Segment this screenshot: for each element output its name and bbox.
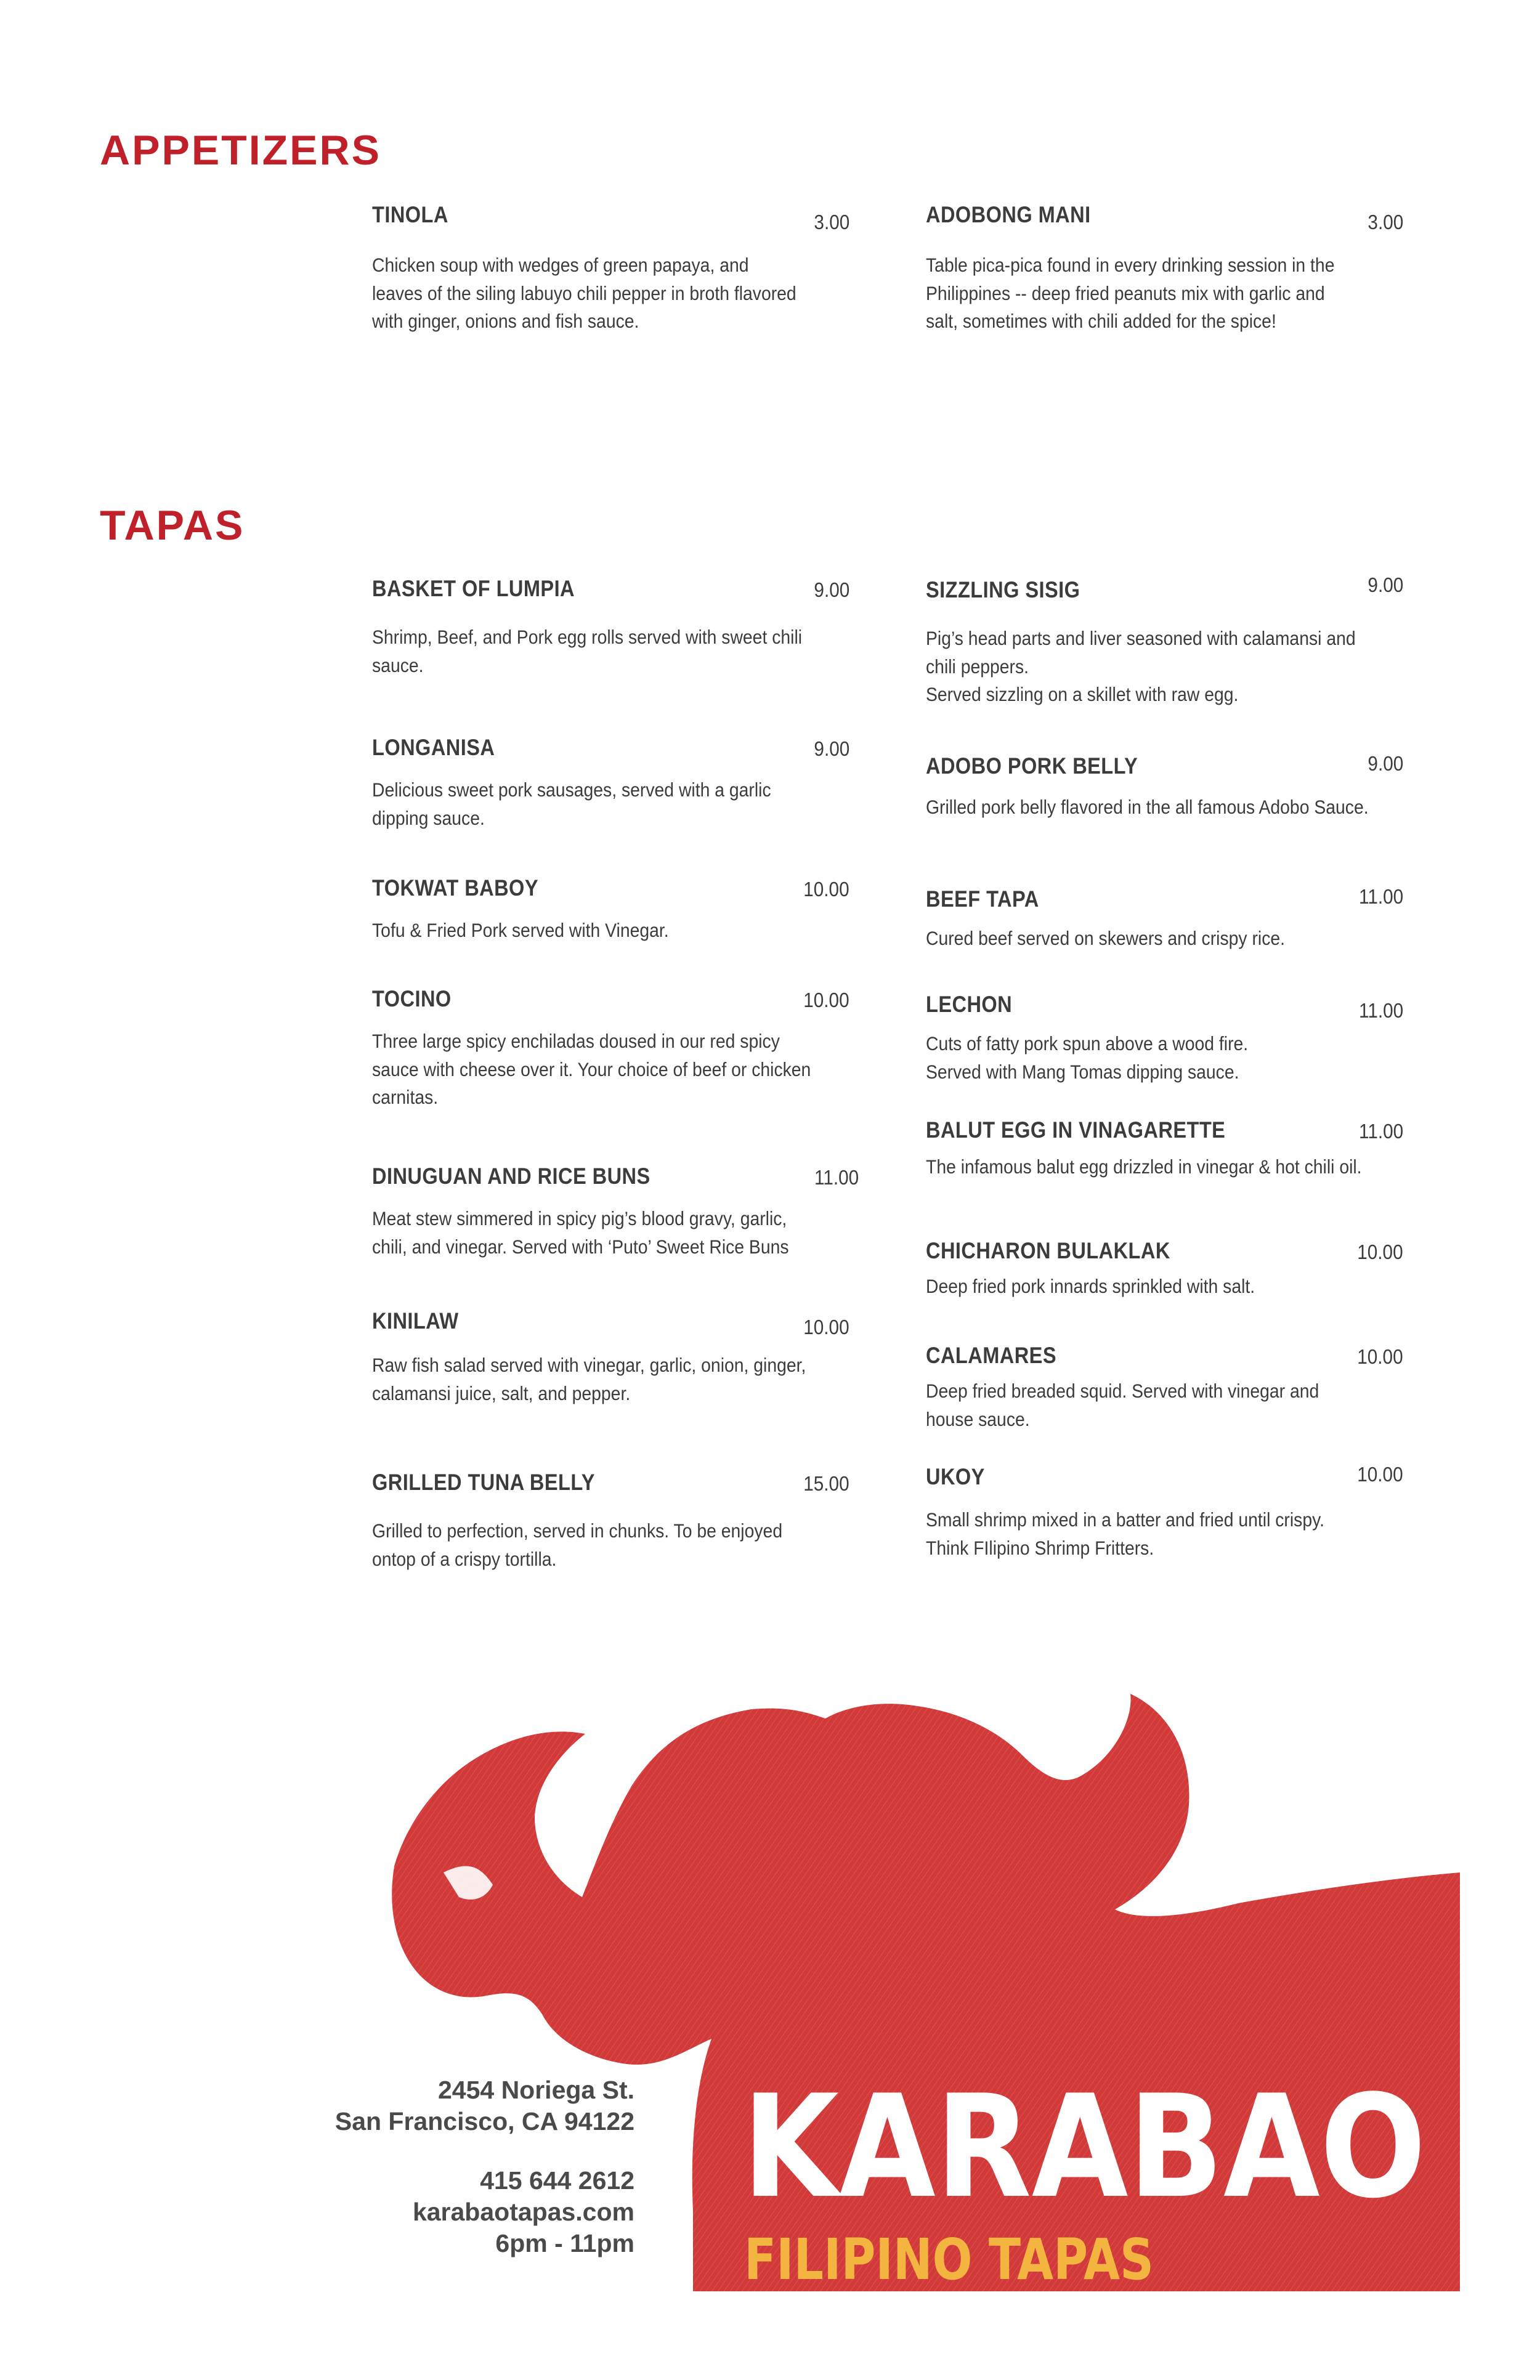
item-description: Cuts of fatty pork spun above a wood fire. Served with Mang Tomas dipping sauce. [926,1032,1249,1083]
item-price: 11.00 [814,1166,859,1189]
address-line-1: 2454 Noriega St. [437,2076,634,2104]
item-price: 3.00 [1368,211,1403,233]
item-price: 9.00 [814,737,849,760]
website-link[interactable]: karabaotapas.com [412,2198,634,2226]
item-price: 10.00 [1357,1463,1403,1486]
item-price: 9.00 [1368,573,1403,596]
item-description: Small shrimp mixed in a batter and fried until crispy. Think FIlipino Shrimp Fritters. [926,1508,1325,1559]
logo-name: KARABAO [742,2065,1426,2230]
phone-number: 415 644 2612 [480,2166,634,2195]
item-description: Raw fish salad served with vinegar, garlic, onion, ginger, calamansi juice, salt, and pepper. [372,1354,806,1404]
item-name: CHICHARON BULAKLAK [926,1238,1170,1263]
section-title-tapas: TAPAS [100,502,245,549]
item-description: Deep fried pork innards sprinkled with salt. [926,1275,1255,1297]
item-description: Three large spicy enchiladas doused in our red spicy sauce with cheese over it. Your choice of beef or chicken carnitas. [372,1030,811,1108]
item-price: 10.00 [1357,1241,1403,1263]
item-name: UKOY [926,1464,985,1489]
item-name: ADOBONG MANI [926,202,1091,227]
item-name: LECHON [926,992,1013,1017]
address-line-2: San Francisco, CA 94122 [334,2107,634,2135]
item-price: 10.00 [1357,1345,1403,1368]
item-name: TOCINO [372,986,452,1011]
item-name: TOKWAT BABOY [372,875,538,901]
item-description: Tofu & Fried Pork served with Vinegar. [372,919,669,941]
item-price: 9.00 [814,578,849,601]
item-description: Pig’s head parts and liver seasoned with calamansi and chili peppers. Served sizzling on a skillet with raw egg. [926,627,1356,705]
section-title-appetizers: APPETIZERS [100,127,381,174]
item-name: BASKET OF LUMPIA [372,576,575,601]
item-description: Table pica-pica found in every drinking session in the Philippines -- deep fried peanuts mix with garlic and salt, sometimes with chili added for the spice! [926,254,1335,332]
item-name: ADOBO PORK BELLY [926,753,1138,779]
item-description: Meat stew simmered in spicy pig’s blood gravy, garlic, chili, and vinegar. Served with ‘Puto’ Sweet Rice Buns [372,1207,789,1258]
item-name: DINUGUAN AND RICE BUNS [372,1164,650,1189]
item-description: Grilled to perfection, served in chunks. To be enjoyed ontop of a crispy tortilla. [372,1520,783,1570]
item-description: Delicious sweet pork sausages, served with a garlic dipping sauce. [372,779,771,829]
item-price: 11.00 [1358,885,1403,908]
item-price: 11.00 [1358,1120,1403,1143]
item-description: The infamous balut egg drizzled in vinegar & hot chili oil. [926,1156,1362,1178]
item-description: Chicken soup with wedges of green papaya, and leaves of the siling labuyo chili pepper in broth flavored with ginger, onions and fish sauce. [372,254,796,332]
item-price: 3.00 [814,211,849,233]
item-description: Cured beef served on skewers and crispy rice. [926,927,1286,949]
logo-tagline: FILIPINO TAPAS [744,2227,1154,2293]
item-name: KINILAW [372,1308,459,1334]
item-name: BEEF TAPA [926,886,1039,912]
item-price: 10.00 [803,878,849,901]
item-price: 9.00 [1368,752,1403,775]
opening-hours: 6pm - 11pm [495,2229,634,2257]
item-price: 10.00 [803,1316,849,1338]
contact-info [335,2074,634,2259]
item-name: GRILLED TUNA BELLY [372,1470,595,1495]
item-price: 15.00 [803,1472,849,1495]
item-name: TINOLA [372,202,448,227]
item-description: Shrimp, Beef, and Pork egg rolls served with sweet chili sauce. [372,626,803,676]
item-description: Deep fried breaded squid. Served with vinegar and house sauce. [926,1380,1319,1430]
item-name: BALUT EGG IN VINAGARETTE [926,1117,1226,1143]
item-name: LONGANISA [372,735,495,760]
item-price: 11.00 [1358,999,1403,1022]
item-description: Grilled pork belly flavored in the all famous Adobo Sauce. [926,796,1369,818]
item-name: CALAMARES [926,1343,1056,1368]
item-price: 10.00 [803,989,849,1011]
item-name: SIZZLING SISIG [926,577,1080,602]
